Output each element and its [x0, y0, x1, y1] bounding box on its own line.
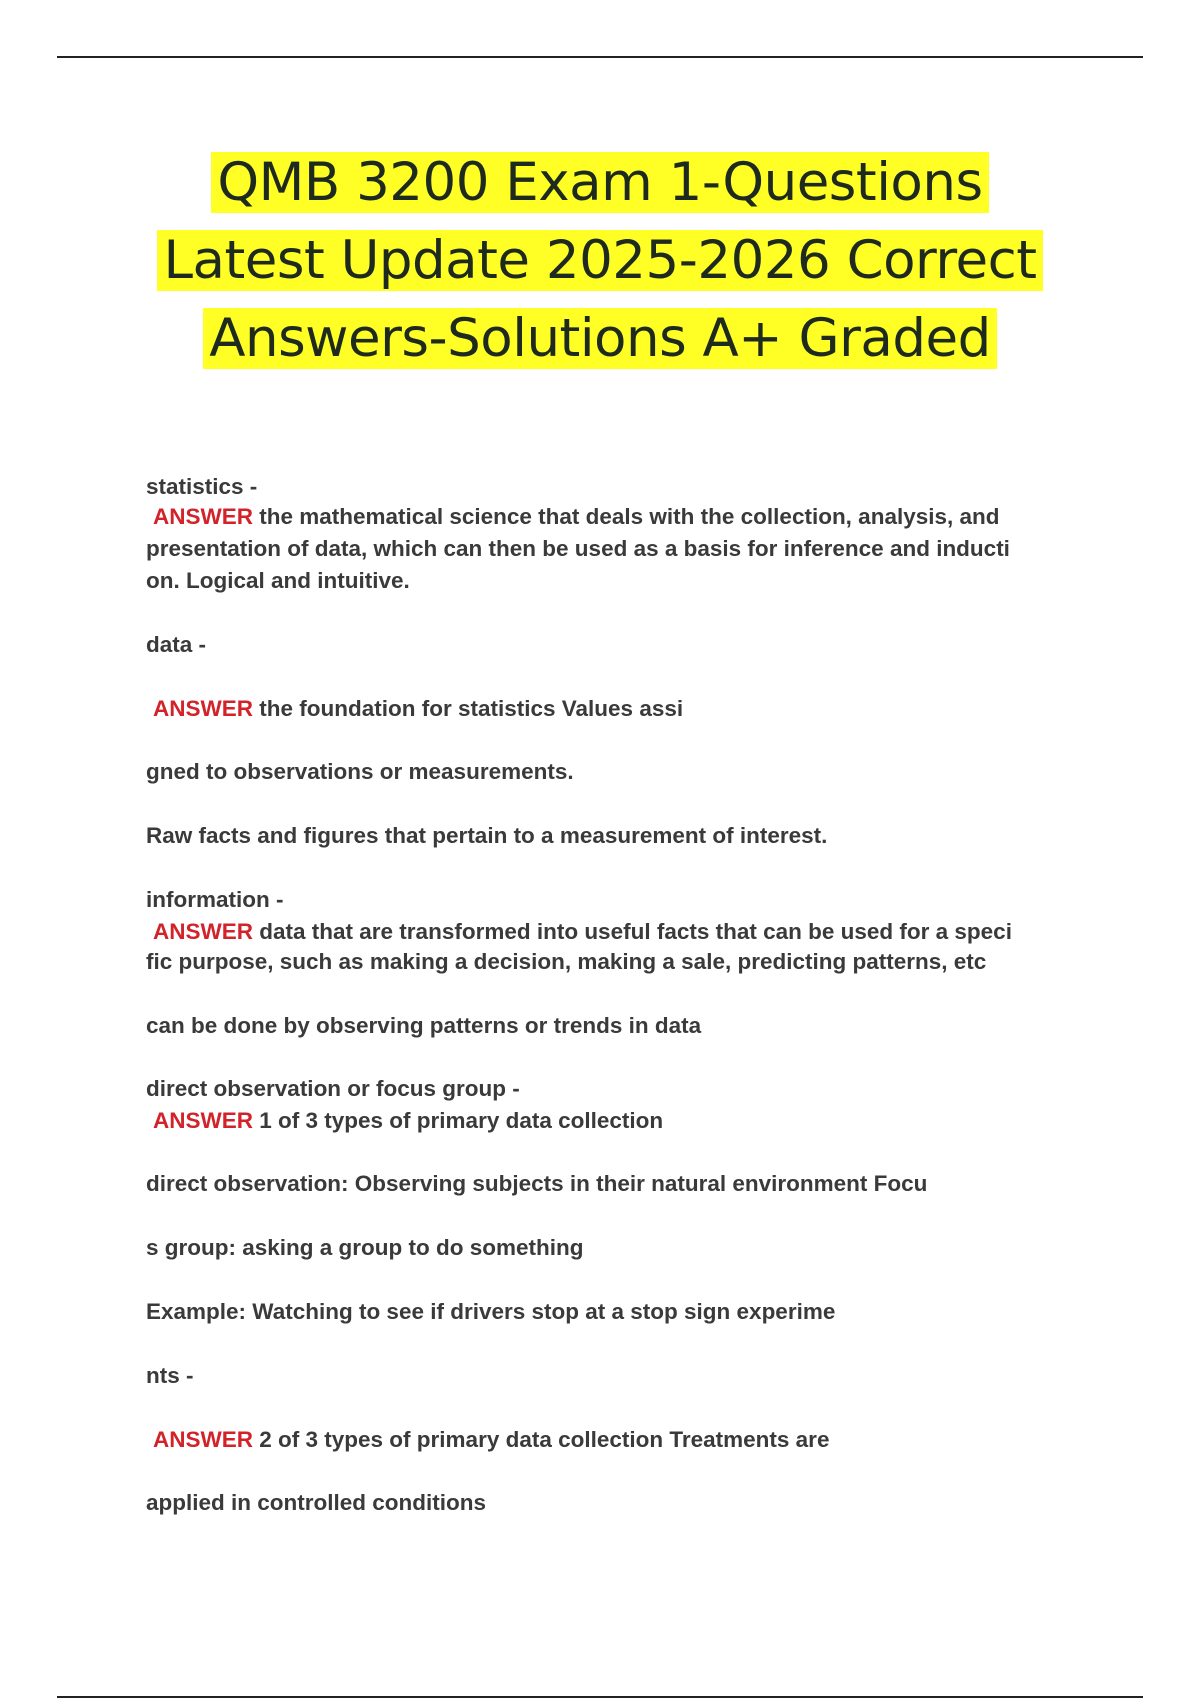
term-statistics: statistics - [146, 474, 258, 499]
answer-continuation: on. Logical and intuitive. [146, 568, 410, 593]
title-line-2: Latest Update 2025-2026 Correct [0, 222, 1200, 300]
term-data: data - [146, 632, 207, 657]
answer-line: ANSWER the foundation for statistics Values assi [146, 694, 683, 724]
term-information: information - [146, 887, 284, 912]
title-line-1: QMB 3200 Exam 1-Questions [0, 144, 1200, 222]
answer-line: ANSWER 2 of 3 types of primary data collection Treatments are [146, 1425, 829, 1455]
answer-line: ANSWER the mathematical science that deals with the collection, analysis, and [146, 502, 1000, 532]
answer-line: ANSWER 1 of 3 types of primary data collection [146, 1106, 663, 1136]
answer-continuation: direct observation: Observing subjects in their natural environment Focu [146, 1171, 928, 1196]
answer-continuation: fic purpose, such as making a decision, making a sale, predicting patterns, etc [146, 949, 987, 974]
top-rule [57, 56, 1143, 58]
answer-continuation: s group: asking a group to do something [146, 1235, 584, 1260]
answer-label: ANSWER [153, 1427, 253, 1452]
answer-continuation: Example: Watching to see if drivers stop at a stop sign experime [146, 1299, 836, 1324]
answer-continuation: presentation of data, which can then be used as a basis for inference and inducti [146, 536, 1010, 561]
answer-continuation: Raw facts and figures that pertain to a measurement of interest. [146, 823, 828, 848]
answer-label: ANSWER [153, 919, 253, 944]
title-line-3: Answers-Solutions A+ Graded [0, 300, 1200, 378]
answer-continuation: can be done by observing patterns or trends in data [146, 1013, 702, 1038]
answer-continuation: gned to observations or measurements. [146, 759, 574, 784]
answer-label: ANSWER [153, 696, 253, 721]
bottom-rule [57, 1696, 1143, 1698]
answer-line: ANSWER data that are transformed into useful facts that can be used for a speci [146, 917, 1012, 947]
term-experiments: nts - [146, 1363, 194, 1388]
document-title [0, 144, 1200, 378]
answer-continuation: applied in controlled conditions [146, 1490, 487, 1515]
answer-label: ANSWER [153, 1108, 253, 1133]
answer-label: ANSWER [153, 504, 253, 529]
term-direct-observation: direct observation or focus group - [146, 1076, 520, 1101]
